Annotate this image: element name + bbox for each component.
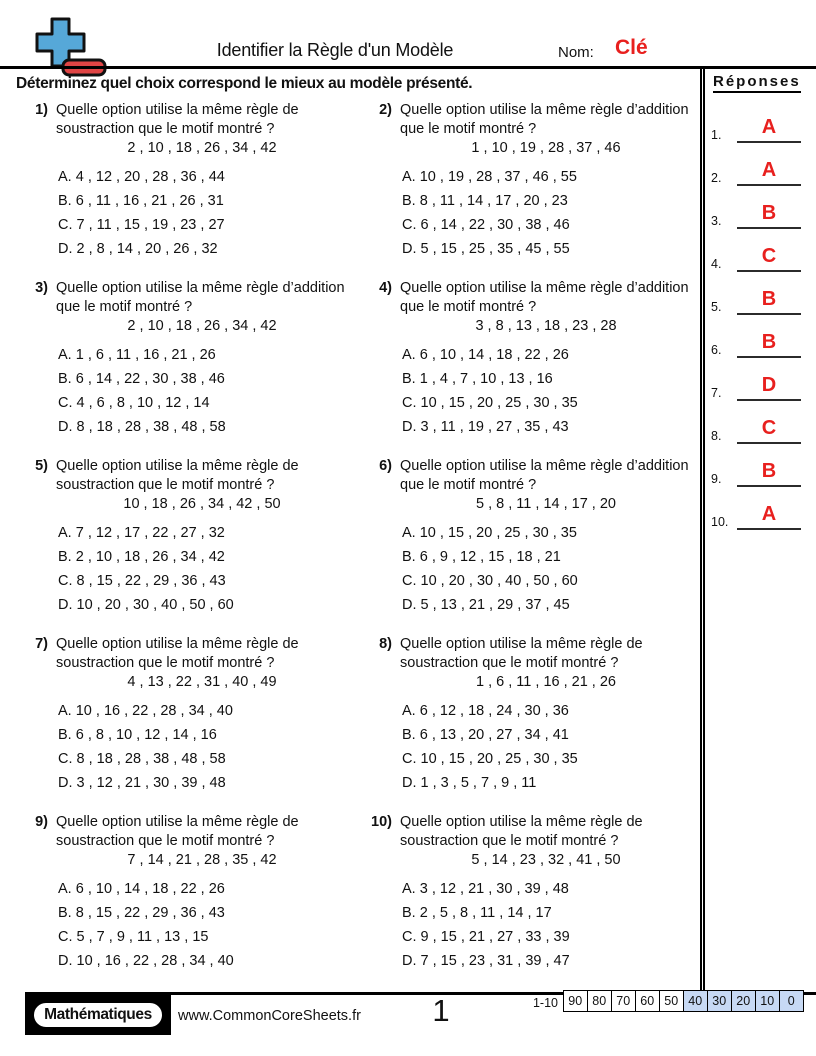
question-option: D. 10 , 16 , 22 , 28 , 34 , 40 xyxy=(58,953,234,969)
question-option: C. 8 , 15 , 22 , 29 , 36 , 43 xyxy=(58,573,226,589)
question-sequence: 3 , 8 , 13 , 18 , 23 , 28 xyxy=(475,318,617,334)
question-number: 3) xyxy=(35,280,48,296)
answer-number: 2. xyxy=(711,171,722,185)
question-prompt: Quelle option utilise la même règle d’addition que le motif montré ? xyxy=(56,280,345,315)
answer-letter: B xyxy=(761,331,777,353)
question-number: 2) xyxy=(379,102,392,118)
page-title: Identifier la Règle d'un Modèle xyxy=(216,40,454,60)
question-prompt: Quelle option utilise la même règle de soustraction que le motif montré ? xyxy=(400,636,643,671)
question-option: A. 6 , 10 , 14 , 18 , 22 , 26 xyxy=(402,347,569,363)
answer-letter: C xyxy=(761,245,777,267)
answer-row-10 xyxy=(711,500,816,530)
question-option: A. 10 , 16 , 22 , 28 , 34 , 40 xyxy=(58,703,233,719)
question-block-2 xyxy=(354,101,698,279)
answer-letter: A xyxy=(761,116,777,138)
answer-number: 10. xyxy=(711,515,729,529)
question-option: A. 6 , 12 , 18 , 24 , 30 , 36 xyxy=(402,703,569,719)
question-sequence: 1 , 10 , 19 , 28 , 37 , 46 xyxy=(471,140,621,156)
answer-blank xyxy=(737,373,801,401)
question-block-9 xyxy=(10,813,354,991)
question-options xyxy=(370,521,698,617)
question-options xyxy=(370,343,698,439)
question-option: B. 6 , 13 , 20 , 27 , 34 , 41 xyxy=(402,727,569,743)
question-prompt: Quelle option utilise la même règle d’addition que le motif montré ? xyxy=(400,458,689,493)
question-option: B. 6 , 14 , 22 , 30 , 38 , 46 xyxy=(58,371,225,387)
answer-row-3 xyxy=(711,199,816,229)
question-prompt: Quelle option utilise la même règle d’addition que le motif montré ? xyxy=(400,102,689,137)
name-value: Clé xyxy=(615,36,648,59)
answer-number: 5. xyxy=(711,300,722,314)
answer-blank xyxy=(737,330,801,358)
answer-blank xyxy=(737,502,801,530)
answer-number: 1. xyxy=(711,128,722,142)
question-options xyxy=(26,521,354,617)
score-cell-50: 50 xyxy=(659,990,685,1012)
question-option: D. 3 , 11 , 19 , 27 , 35 , 43 xyxy=(402,419,569,435)
question-number: 6) xyxy=(379,458,392,474)
score-table xyxy=(564,990,804,1012)
score-cell-10: 10 xyxy=(755,990,781,1012)
answer-number: 4. xyxy=(711,257,722,271)
question-sequence: 7 , 14 , 21 , 28 , 35 , 42 xyxy=(127,852,277,868)
answer-blank xyxy=(737,459,801,487)
question-options xyxy=(370,877,698,973)
question-prompt: Quelle option utilise la même règle de soustraction que le motif montré ? xyxy=(400,814,643,849)
answer-letter: A xyxy=(761,159,777,181)
question-block-5 xyxy=(10,457,354,635)
question-option: D. 2 , 8 , 14 , 20 , 26 , 32 xyxy=(58,241,218,257)
answer-number: 3. xyxy=(711,214,722,228)
answers-title: Réponses xyxy=(713,73,801,93)
question-option: B. 6 , 9 , 12 , 15 , 18 , 21 xyxy=(402,549,561,565)
question-options xyxy=(370,699,698,795)
answer-blank xyxy=(737,287,801,315)
answer-blank xyxy=(737,416,801,444)
answer-letter: A xyxy=(761,503,777,525)
question-prompt: Quelle option utilise la même règle d’addition que le motif montré ? xyxy=(400,280,689,315)
answers-list xyxy=(705,113,816,530)
question-option: D. 7 , 15 , 23 , 31 , 39 , 47 xyxy=(402,953,570,969)
question-option: C. 10 , 15 , 20 , 25 , 30 , 35 xyxy=(402,751,578,767)
question-number: 8) xyxy=(379,636,392,652)
score-range-label: 1-10 xyxy=(532,996,558,1010)
answer-letter: D xyxy=(761,374,777,396)
answer-row-8 xyxy=(711,414,816,444)
question-number: 1) xyxy=(35,102,48,118)
question-number: 4) xyxy=(379,280,392,296)
question-block-7 xyxy=(10,635,354,813)
question-option: B. 1 , 4 , 7 , 10 , 13 , 16 xyxy=(402,371,553,387)
question-prompt: Quelle option utilise la même règle de soustraction que le motif montré ? xyxy=(56,636,299,671)
question-prompt: Quelle option utilise la même règle de soustraction que le motif montré ? xyxy=(56,458,299,493)
subject-badge-label: Mathématiques xyxy=(32,1001,164,1029)
answer-letter: C xyxy=(761,417,777,439)
question-option: A. 4 , 12 , 20 , 28 , 36 , 44 xyxy=(58,169,225,185)
question-sequence: 1 , 6 , 11 , 16 , 21 , 26 xyxy=(476,674,616,690)
answer-row-7 xyxy=(711,371,816,401)
question-option: D. 5 , 15 , 25 , 35 , 45 , 55 xyxy=(402,241,570,257)
answer-row-5 xyxy=(711,285,816,315)
answer-number: 8. xyxy=(711,429,722,443)
question-option: D. 3 , 12 , 21 , 30 , 39 , 48 xyxy=(58,775,226,791)
score-cell-40: 40 xyxy=(683,990,709,1012)
question-block-8 xyxy=(354,635,698,813)
question-number: 5) xyxy=(35,458,48,474)
page-number: 1 xyxy=(432,993,450,1028)
question-option: C. 10 , 20 , 30 , 40 , 50 , 60 xyxy=(402,573,578,589)
subject-badge xyxy=(25,994,171,1035)
question-option: A. 7 , 12 , 17 , 22 , 27 , 32 xyxy=(58,525,225,541)
question-option: B. 8 , 11 , 14 , 17 , 20 , 23 xyxy=(402,193,568,209)
question-option: A. 10 , 15 , 20 , 25 , 30 , 35 xyxy=(402,525,577,541)
answer-row-2 xyxy=(711,156,816,186)
question-option: D. 10 , 20 , 30 , 40 , 50 , 60 xyxy=(58,597,234,613)
question-option: C. 8 , 18 , 28 , 38 , 48 , 58 xyxy=(58,751,226,767)
question-option: C. 9 , 15 , 21 , 27 , 33 , 39 xyxy=(402,929,570,945)
question-number: 7) xyxy=(35,636,48,652)
instruction-text: Déterminez quel choix correspond le mieux au modèle présenté. xyxy=(16,75,473,92)
question-block-3 xyxy=(10,279,354,457)
answer-row-9 xyxy=(711,457,816,487)
question-number: 10) xyxy=(371,814,392,830)
question-option: B. 2 , 10 , 18 , 26 , 34 , 42 xyxy=(58,549,225,565)
question-block-1 xyxy=(10,101,354,279)
question-sequence: 2 , 10 , 18 , 26 , 34 , 42 xyxy=(127,318,277,334)
score-cell-80: 80 xyxy=(587,990,613,1012)
question-block-10 xyxy=(354,813,698,991)
question-options xyxy=(26,877,354,973)
question-sequence: 4 , 13 , 22 , 31 , 40 , 49 xyxy=(127,674,277,690)
question-option: D. 1 , 3 , 5 , 7 , 9 , 11 xyxy=(402,775,537,791)
questions-grid xyxy=(0,101,698,991)
question-sequence: 5 , 8 , 11 , 14 , 17 , 20 xyxy=(476,496,616,512)
main-content xyxy=(0,69,698,991)
question-sequence: 5 , 14 , 23 , 32 , 41 , 50 xyxy=(471,852,621,868)
question-number: 9) xyxy=(35,814,48,830)
answer-number: 9. xyxy=(711,472,722,486)
question-options xyxy=(370,165,698,261)
score-cell-0: 0 xyxy=(779,990,805,1012)
question-option: C. 6 , 14 , 22 , 30 , 38 , 46 xyxy=(402,217,570,233)
question-option: D. 5 , 13 , 21 , 29 , 37 , 45 xyxy=(402,597,570,613)
score-cell-60: 60 xyxy=(635,990,661,1012)
score-cell-90: 90 xyxy=(563,990,589,1012)
question-option: D. 8 , 18 , 28 , 38 , 48 , 58 xyxy=(58,419,226,435)
answer-row-1 xyxy=(711,113,816,143)
question-sequence: 2 , 10 , 18 , 26 , 34 , 42 xyxy=(127,140,277,156)
answer-letter: B xyxy=(761,288,777,310)
score-cell-70: 70 xyxy=(611,990,637,1012)
score-cell-30: 30 xyxy=(707,990,733,1012)
score-cell-20: 20 xyxy=(731,990,757,1012)
question-options xyxy=(26,699,354,795)
name-label: Nom: xyxy=(558,44,594,61)
answers-column xyxy=(700,69,816,992)
question-prompt: Quelle option utilise la même règle de soustraction que le motif montré ? xyxy=(56,814,299,849)
answer-number: 6. xyxy=(711,343,722,357)
answer-blank xyxy=(737,115,801,143)
answer-row-6 xyxy=(711,328,816,358)
website-url: www.CommonCoreSheets.fr xyxy=(178,1008,361,1024)
question-option: C. 10 , 15 , 20 , 25 , 30 , 35 xyxy=(402,395,578,411)
question-options xyxy=(26,165,354,261)
question-option: B. 6 , 11 , 16 , 21 , 26 , 31 xyxy=(58,193,224,209)
question-option: A. 10 , 19 , 28 , 37 , 46 , 55 xyxy=(402,169,577,185)
question-option: A. 3 , 12 , 21 , 30 , 39 , 48 xyxy=(402,881,569,897)
answer-letter: B xyxy=(761,460,777,482)
question-sequence: 10 , 18 , 26 , 34 , 42 , 50 xyxy=(123,496,281,512)
question-option: B. 8 , 15 , 22 , 29 , 36 , 43 xyxy=(58,905,225,921)
answer-row-4 xyxy=(711,242,816,272)
question-option: C. 5 , 7 , 9 , 11 , 13 , 15 xyxy=(58,929,209,945)
question-option: B. 6 , 8 , 10 , 12 , 14 , 16 xyxy=(58,727,217,743)
answer-letter: B xyxy=(761,202,777,224)
question-option: A. 1 , 6 , 11 , 16 , 21 , 26 xyxy=(58,347,216,363)
answer-blank xyxy=(737,244,801,272)
answer-blank xyxy=(737,201,801,229)
question-option: B. 2 , 5 , 8 , 11 , 14 , 17 xyxy=(402,905,552,921)
question-block-4 xyxy=(354,279,698,457)
question-options xyxy=(26,343,354,439)
answer-blank xyxy=(737,158,801,186)
question-prompt: Quelle option utilise la même règle de soustraction que le motif montré ? xyxy=(56,102,299,137)
question-block-6 xyxy=(354,457,698,635)
question-option: C. 4 , 6 , 8 , 10 , 12 , 14 xyxy=(58,395,210,411)
question-option: C. 7 , 11 , 15 , 19 , 23 , 27 xyxy=(58,217,225,233)
question-option: A. 6 , 10 , 14 , 18 , 22 , 26 xyxy=(58,881,225,897)
answer-number: 7. xyxy=(711,386,722,400)
